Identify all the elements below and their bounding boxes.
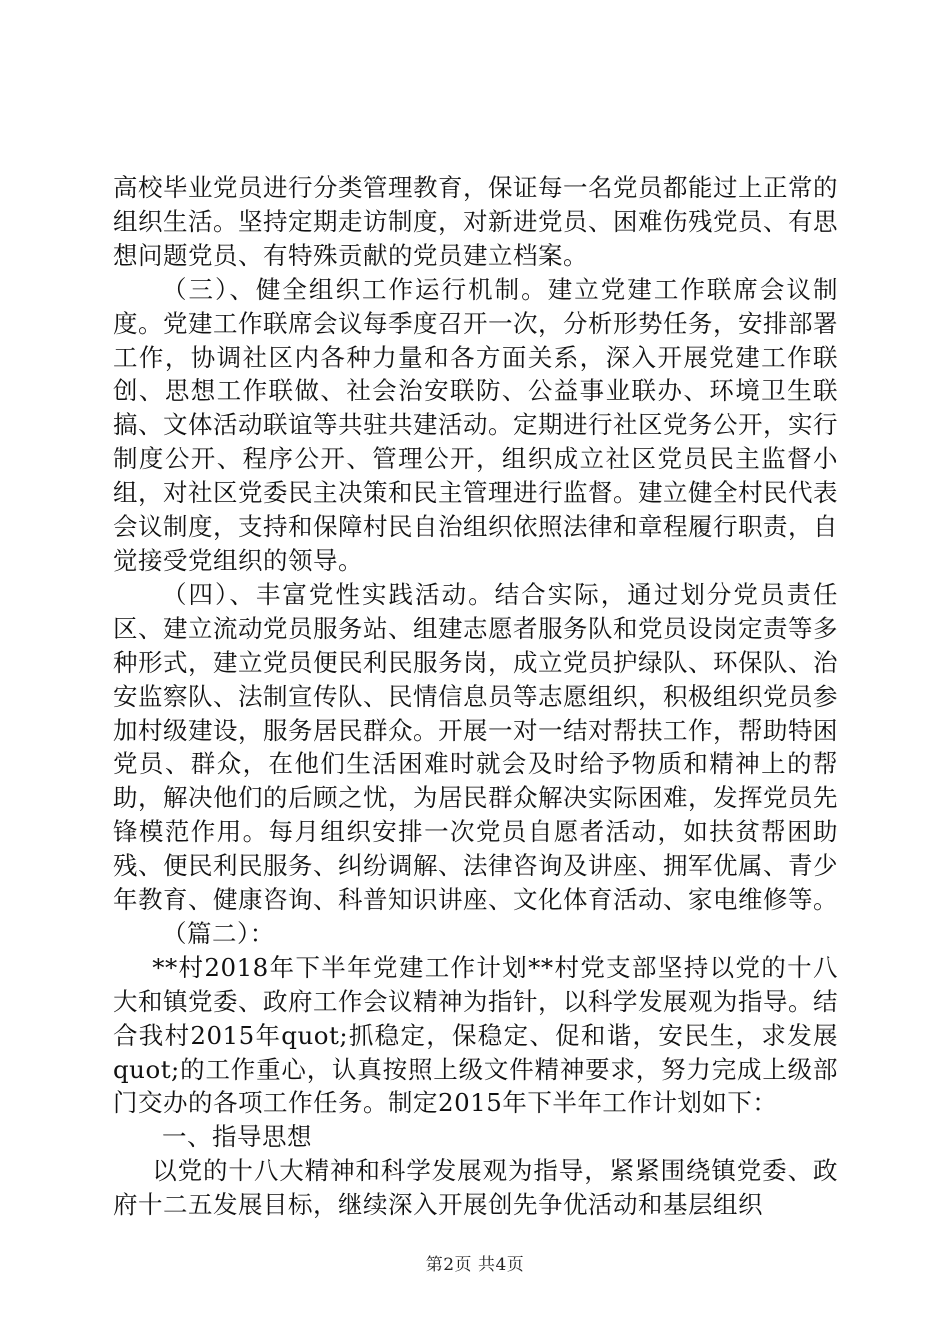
heading-guiding-thought: 一、指导思想 (162, 1122, 312, 1152)
page-number-footer: 第2页 共4页 (425, 1255, 525, 1275)
paragraph-section-four: （四）、丰富党性实践活动。结合实际，通过划分党员责任区、建立流动党员服务站、组建志愿者服务队和党员设岗定责等多种形式，建立党员便民利民服务岗，成立党员护绿队、环保队、治安监察队、法制宣传队、民情信息员等志愿组织，积极组织党员参加村级建设，服务居民群众。开展一对一结对帮扶工作，帮助特困党员、群众，在他们生活困难时就会及时给予物质和精神上的帮助，解决他们的后顾之忧，为居民群众解决实际困难，发挥党员先锋模范作用。每月组织安排一次党员自愿者活动，如扶贫帮困助残、便民利民服务、纠纷调解、法律咨询及讲座、拥军优属、青少年教育、健康咨询、科普知识讲座、文化体育活动、家电维修等。 (113, 579, 838, 915)
paragraph-work-plan-intro: **村2018年下半年党建工作计划**村党支部坚持以党的十八大和镇党委、政府工作会议精神为指针，以科学发展观为指导。结合我村2015年quot;抓稳定，保稳定、促和谐，安民生，求发展quot;的工作重心，认真按照上级文件精神要求，努力完成上级部门交办的各项工作任务。制定2015年下半年工作计划如下： (113, 952, 838, 1118)
paragraph-guiding-thought: 以党的十八大精神和科学发展观为指导，紧紧围绕镇党委、政府十二五发展目标，继续深入开展创先争优活动和基层组织 (113, 1156, 838, 1220)
heading-part-two: （篇二）： (162, 918, 275, 948)
paragraph-continuation: 高校毕业党员进行分类管理教育，保证每一名党员都能过上正常的组织生活。坚持定期走访制度，对新进党员、困难伤残党员、有思想问题党员、有特殊贡献的党员建立档案。 (113, 173, 838, 270)
document-body (113, 171, 838, 1222)
paragraph-section-three: （三）、健全组织工作运行机制。建立党建工作联席会议制度。党建工作联席会议每季度召开一次，分析形势任务，安排部署工作，协调社区内各种力量和各方面关系，深入开展党建工作联创、思想工作联做、社会治安联防、公益事业联办、环境卫生联搞、文体活动联谊等共驻共建活动。定期进行社区党务公开，实行制度公开、程序公开、管理公开，组织成立社区党员民主监督小组，对社区党委民主决策和民主管理进行监督。建立健全村民代表会议制度，支持和保障村民自治组织依照法律和章程履行职责，自觉接受党组织的领导。 (113, 274, 838, 575)
